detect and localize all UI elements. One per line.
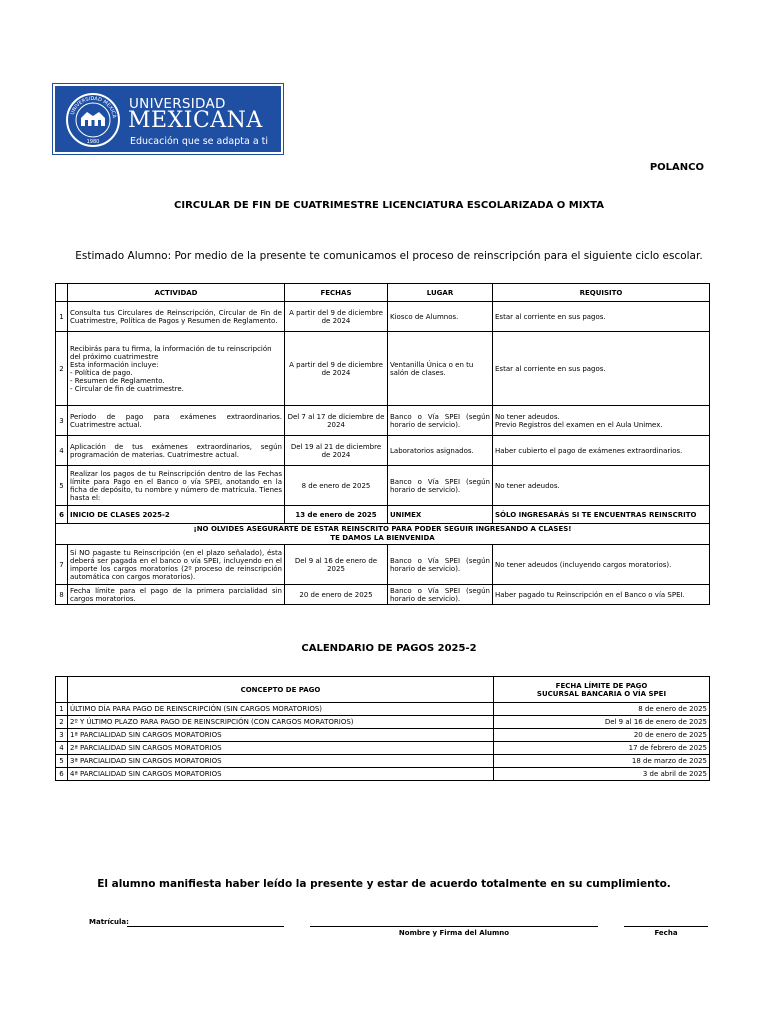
- date-label: Fecha: [654, 929, 678, 937]
- banner-line-2: TE DAMOS LA BIENVENIDA: [330, 534, 435, 542]
- document-title: CIRCULAR DE FIN DE CUATRIMESTRE LICENCIATURA ESCOLARIZADA O MIXTA: [174, 200, 604, 211]
- row-requisito: Haber cubierto el pago de exámenes extraordinarios.: [493, 436, 710, 466]
- row-lugar: Banco o Vía SPEI (según horario de servicio).: [388, 585, 493, 605]
- row-concept: 4ª PARCIALIDAD SIN CARGOS MORATORIOS: [68, 768, 494, 781]
- seal-year: 1980: [86, 139, 100, 145]
- row-actividad: Fecha límite para el pago de la primera parcialidad sin cargos moratorios.: [68, 585, 285, 605]
- reminder-banner: [56, 524, 710, 545]
- row-fechas: A partir del 9 de diciembre de 2024: [285, 302, 388, 332]
- table-row: [56, 755, 710, 768]
- row-lugar: UNIMEX: [388, 506, 493, 524]
- table-row: [56, 716, 710, 729]
- row-fechas: Del 7 al 17 de diciembre de 2024: [285, 406, 388, 436]
- row-fechas: 8 de enero de 2025: [285, 466, 388, 506]
- row-date: 18 de marzo de 2025: [494, 755, 710, 768]
- table-row: [56, 729, 710, 742]
- row-fechas: 13 de enero de 2025: [285, 506, 388, 524]
- logo-line-1: UNIVERSIDAD: [129, 96, 226, 112]
- row-lugar: Banco o Vía SPEI (según horario de servicio).: [388, 545, 493, 585]
- seal-text: UNIVERSIDAD MEXICA: [69, 95, 117, 119]
- matricula-line: [127, 926, 284, 927]
- header-date-line-1: FECHA LÍMITE DE PAGO: [555, 681, 648, 690]
- row-actividad: Realizar los pagos de tu Reinscripción dentro de las Fechas límite para Pago en el Banco o vía SPEI, anotando en la ficha de depósito, tu nombre y número de matrícula. Tienes hasta el:: [68, 466, 285, 506]
- matricula-label: Matrícula:: [89, 918, 129, 926]
- row-number: 3: [56, 729, 68, 742]
- row-actividad: Periodo de pago para exámenes extraordinarios. Cuatrimestre actual.: [68, 406, 285, 436]
- row-number: 6: [56, 768, 68, 781]
- row-number: 5: [56, 466, 68, 506]
- table-row: [56, 332, 710, 406]
- logo-line-2: MEXICANA: [128, 108, 263, 133]
- table-row: [56, 406, 710, 436]
- row-actividad: Consulta tus Circulares de Reinscripción, Circular de Fin de Cuatrimestre, Política de Pagos y Resumen de Reglamento.: [68, 302, 285, 332]
- header-concept: CONCEPTO DE PAGO: [68, 677, 494, 703]
- header-date: [494, 677, 710, 703]
- row-fechas: 20 de enero de 2025: [285, 585, 388, 605]
- row-actividad-line: Esta información incluye:: [70, 360, 159, 369]
- row-requisito: [493, 406, 710, 436]
- intro-text: Estimado Alumno: Por medio de la presente te comunicamos el proceso de reinscripción para el siguiente ciclo escolar.: [75, 250, 703, 262]
- row-number: 1: [56, 703, 68, 716]
- agreement-statement: El alumno manifiesta haber leído la presente y estar de acuerdo totalmente en su cumplimiento.: [97, 878, 671, 890]
- university-logo: [53, 84, 283, 154]
- row-actividad: Si NO pagaste tu Reinscripción (en el plazo señalado), ésta deberá ser pagada en el banco o vía SPEI, incluyendo en el importe los cargos moratorios (2º proceso de reinscripción automática con cargos moratorios).: [68, 545, 285, 585]
- row-lugar: Ventanilla Única o en tu salón de clases.: [388, 332, 493, 406]
- row-number: 2: [56, 716, 68, 729]
- row-lugar: Banco o Vía SPEI (según horario de servicio).: [388, 466, 493, 506]
- row-number: 2: [56, 332, 68, 406]
- row-actividad: INICIO DE CLASES 2025-2: [68, 506, 285, 524]
- row-actividad: [68, 332, 285, 406]
- row-date: 20 de enero de 2025: [494, 729, 710, 742]
- row-number: 4: [56, 742, 68, 755]
- name-signature-label: Nombre y Firma del Alumno: [398, 929, 510, 937]
- row-number: 6: [56, 506, 68, 524]
- university-seal-icon: [65, 92, 121, 148]
- row-fechas: Del 19 al 21 de diciembre de 2024: [285, 436, 388, 466]
- header-lugar: LUGAR: [388, 284, 493, 302]
- row-actividad-line: - Resumen de Reglamento.: [70, 376, 165, 385]
- row-actividad-line: - Circular de fin de cuatrimestre.: [70, 384, 184, 393]
- table-row: [56, 545, 710, 585]
- row-requisito: Estar al corriente en sus pagos.: [493, 302, 710, 332]
- row-date: Del 9 al 16 de enero de 2025: [494, 716, 710, 729]
- logo-tagline: Educación que se adapta a ti: [130, 136, 269, 147]
- row-number: 5: [56, 755, 68, 768]
- table-row: [56, 436, 710, 466]
- row-actividad-line: - Política de pago.: [70, 368, 133, 377]
- activities-table: [55, 283, 710, 605]
- table-row: [56, 703, 710, 716]
- row-concept: 3ª PARCIALIDAD SIN CARGOS MORATORIOS: [68, 755, 494, 768]
- header-actividad: ACTIVIDAD: [68, 284, 285, 302]
- header-fechas: FECHAS: [285, 284, 388, 302]
- header-date-line-2: SUCURSAL BANCARIA O VÍA SPEI: [536, 689, 667, 698]
- banner-line-1: ¡NO OLVIDES ASEGURARTE DE ESTAR REINSCRITO PARA PODER SEGUIR INGRESANDO A CLASES!: [193, 525, 572, 533]
- campus-name: POLANCO: [649, 162, 704, 173]
- row-number: 3: [56, 406, 68, 436]
- date-line: [624, 926, 708, 927]
- table-row: [56, 302, 710, 332]
- calendar-title: CALENDARIO DE PAGOS 2025-2: [301, 643, 477, 654]
- row-number: 4: [56, 436, 68, 466]
- row-lugar: Banco o Vía SPEI (según horario de servicio).: [388, 406, 493, 436]
- banner-row: [56, 524, 710, 545]
- table-row: [56, 506, 710, 524]
- row-date: 8 de enero de 2025: [494, 703, 710, 716]
- row-concept: 1ª PARCIALIDAD SIN CARGOS MORATORIOS: [68, 729, 494, 742]
- row-lugar: Laboratorios asignados.: [388, 436, 493, 466]
- row-requisito: Haber pagado tu Reinscripción en el Banco o vía SPEI.: [493, 585, 710, 605]
- row-number: 1: [56, 302, 68, 332]
- row-concept: 2ª PARCIALIDAD SIN CARGOS MORATORIOS: [68, 742, 494, 755]
- row-date: 3 de abril de 2025: [494, 768, 710, 781]
- row-number: 7: [56, 545, 68, 585]
- row-fechas: Del 9 al 16 de enero de 2025: [285, 545, 388, 585]
- row-actividad-line: Recibirás para tu firma, la información de tu reinscripción del próximo cuatrimestre: [70, 344, 272, 361]
- row-date: 17 de febrero de 2025: [494, 742, 710, 755]
- row-requisito: Estar al corriente en sus pagos.: [493, 332, 710, 406]
- header-requisito: REQUISITO: [493, 284, 710, 302]
- row-requisito: No tener adeudos.: [493, 466, 710, 506]
- header-number: [56, 677, 68, 703]
- row-fechas: A partir del 9 de diciembre de 2024: [285, 332, 388, 406]
- header-number: [56, 284, 68, 302]
- row-requisito-line: Previo Registros del examen en el Aula Unimex.: [495, 420, 663, 429]
- row-actividad: Aplicación de tus exámenes extraordinarios, según programación de materias. Cuatrimestre actual.: [68, 436, 285, 466]
- signature-line: [310, 926, 598, 927]
- row-concept: ÚLTIMO DÍA PARA PAGO DE REINSCRIPCIÓN (SIN CARGOS MORATORIOS): [68, 703, 494, 716]
- payment-calendar-table: [55, 676, 710, 781]
- table-row: [56, 768, 710, 781]
- table-row: [56, 742, 710, 755]
- row-number: 8: [56, 585, 68, 605]
- row-requisito: No tener adeudos (incluyendo cargos moratorios).: [493, 545, 710, 585]
- table-row: [56, 585, 710, 605]
- table-row: [56, 466, 710, 506]
- row-requisito: SÓLO INGRESARÁS SI TE ENCUENTRAS REINSCRITO: [493, 506, 710, 524]
- row-concept: 2º Y ÚLTIMO PLAZO PARA PAGO DE REINSCRIPCIÓN (CON CARGOS MORATORIOS): [68, 716, 494, 729]
- row-requisito-line: No tener adeudos.: [495, 412, 560, 421]
- row-lugar: Kiosco de Alumnos.: [388, 302, 493, 332]
